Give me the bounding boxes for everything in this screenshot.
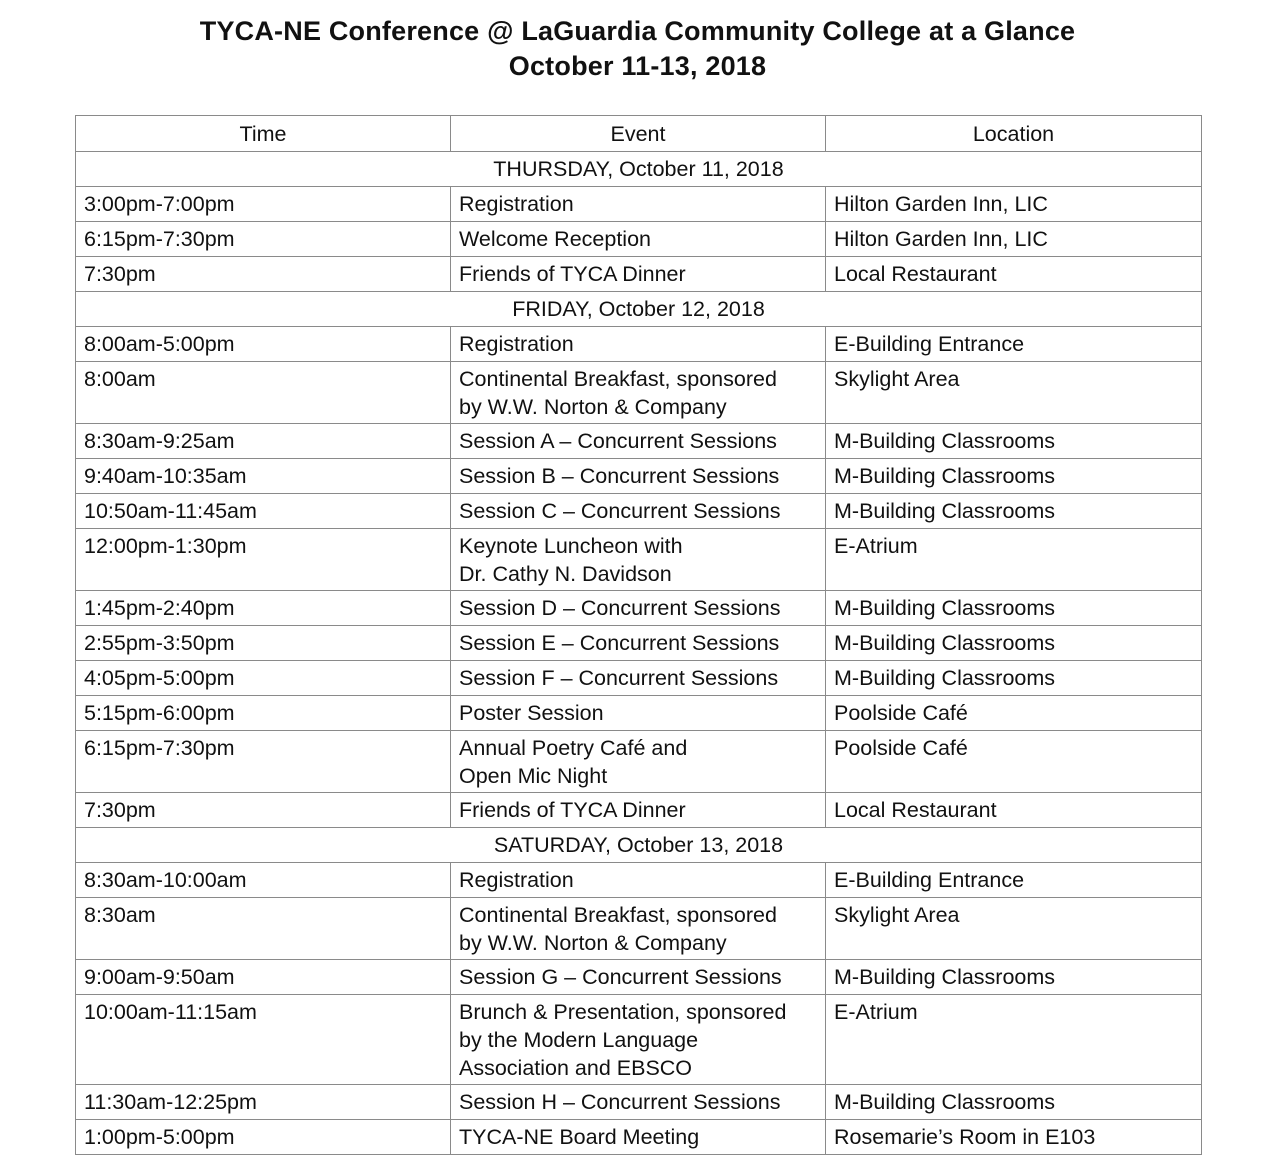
- time-cell: 2:55pm-3:50pm: [76, 626, 451, 661]
- schedule-row: [76, 661, 1202, 696]
- event-cell: [451, 626, 826, 661]
- event-line: Registration: [459, 868, 574, 892]
- event-line: by W.W. Norton & Company: [459, 395, 727, 419]
- event-line: Registration: [459, 332, 574, 356]
- event-line: Poster Session: [459, 701, 604, 725]
- schedule-row: [76, 1085, 1202, 1120]
- location-cell: Local Restaurant: [826, 793, 1202, 828]
- event-line: Session E – Concurrent Sessions: [459, 631, 780, 655]
- time-cell: 8:00am: [76, 362, 451, 424]
- schedule-row: [76, 424, 1202, 459]
- event-cell: [451, 591, 826, 626]
- time-cell: 10:00am-11:15am: [76, 995, 451, 1085]
- event-cell: [451, 661, 826, 696]
- header-event: Event: [451, 116, 826, 152]
- event-cell: [451, 494, 826, 529]
- event-cell: [451, 731, 826, 793]
- day-header-row: [76, 828, 1202, 863]
- event-line: Open Mic Night: [459, 764, 608, 788]
- time-cell: 8:30am: [76, 898, 451, 960]
- schedule-row: [76, 459, 1202, 494]
- schedule-row: [76, 863, 1202, 898]
- location-cell: E-Atrium: [826, 529, 1202, 591]
- time-cell: 8:30am-10:00am: [76, 863, 451, 898]
- location-cell: Rosemarie’s Room in E103: [826, 1120, 1202, 1155]
- location-cell: E-Building Entrance: [826, 327, 1202, 362]
- schedule-body: [76, 152, 1202, 1155]
- schedule-row: [76, 995, 1202, 1085]
- schedule-row: [76, 696, 1202, 731]
- time-cell: 6:15pm-7:30pm: [76, 731, 451, 793]
- schedule-row: [76, 960, 1202, 995]
- schedule-row: [76, 1120, 1202, 1155]
- event-cell: [451, 424, 826, 459]
- event-line: Continental Breakfast, sponsored: [459, 903, 777, 927]
- location-cell: E-Atrium: [826, 995, 1202, 1085]
- location-cell: M-Building Classrooms: [826, 960, 1202, 995]
- location-cell: Skylight Area: [826, 898, 1202, 960]
- schedule-row: [76, 494, 1202, 529]
- time-cell: 1:45pm-2:40pm: [76, 591, 451, 626]
- event-cell: [451, 898, 826, 960]
- event-line: Annual Poetry Café and: [459, 736, 688, 760]
- event-line: Session H – Concurrent Sessions: [459, 1090, 781, 1114]
- location-cell: M-Building Classrooms: [826, 424, 1202, 459]
- schedule-row: [76, 222, 1202, 257]
- time-cell: 3:00pm-7:00pm: [76, 187, 451, 222]
- time-cell: 8:30am-9:25am: [76, 424, 451, 459]
- event-cell: [451, 529, 826, 591]
- schedule-row: [76, 327, 1202, 362]
- time-cell: 12:00pm-1:30pm: [76, 529, 451, 591]
- event-line: Welcome Reception: [459, 227, 651, 251]
- event-line: Session D – Concurrent Sessions: [459, 596, 781, 620]
- event-cell: [451, 362, 826, 424]
- time-cell: 9:00am-9:50am: [76, 960, 451, 995]
- time-cell: 11:30am-12:25pm: [76, 1085, 451, 1120]
- document-title: [0, 14, 1275, 84]
- event-cell: [451, 459, 826, 494]
- time-cell: 7:30pm: [76, 257, 451, 292]
- event-line: Session F – Concurrent Sessions: [459, 666, 779, 690]
- day-label: FRIDAY, October 12, 2018: [76, 292, 1202, 327]
- time-cell: 4:05pm-5:00pm: [76, 661, 451, 696]
- schedule-row: [76, 731, 1202, 793]
- event-line: Continental Breakfast, sponsored: [459, 367, 777, 391]
- time-cell: 7:30pm: [76, 793, 451, 828]
- location-cell: Poolside Café: [826, 731, 1202, 793]
- title-line-2: October 11-13, 2018: [508, 51, 767, 81]
- event-cell: [451, 1085, 826, 1120]
- event-cell: [451, 696, 826, 731]
- event-line: TYCA-NE Board Meeting: [459, 1125, 700, 1149]
- event-line: Dr. Cathy N. Davidson: [459, 562, 672, 586]
- schedule-row: [76, 793, 1202, 828]
- schedule-row: [76, 529, 1202, 591]
- location-cell: E-Building Entrance: [826, 863, 1202, 898]
- event-line: Session G – Concurrent Sessions: [459, 965, 782, 989]
- event-line: Friends of TYCA Dinner: [459, 262, 686, 286]
- day-header-row: [76, 152, 1202, 187]
- event-line: Keynote Luncheon with: [459, 534, 683, 558]
- time-cell: 10:50am-11:45am: [76, 494, 451, 529]
- title-line-1: TYCA-NE Conference @ LaGuardia Community College at a Glance: [199, 16, 1076, 46]
- event-cell: [451, 222, 826, 257]
- schedule-row: [76, 626, 1202, 661]
- event-cell: [451, 1120, 826, 1155]
- event-line: Session C – Concurrent Sessions: [459, 499, 781, 523]
- schedule-row: [76, 898, 1202, 960]
- day-header-row: [76, 292, 1202, 327]
- event-line: by the Modern Language: [459, 1028, 699, 1052]
- location-cell: Hilton Garden Inn, LIC: [826, 187, 1202, 222]
- event-cell: [451, 863, 826, 898]
- event-cell: [451, 187, 826, 222]
- event-line: Session A – Concurrent Sessions: [459, 429, 777, 453]
- event-line: Association and EBSCO: [459, 1056, 693, 1080]
- event-cell: [451, 995, 826, 1085]
- schedule-row: [76, 257, 1202, 292]
- schedule-table: [75, 115, 1202, 1155]
- location-cell: Local Restaurant: [826, 257, 1202, 292]
- location-cell: M-Building Classrooms: [826, 591, 1202, 626]
- location-cell: M-Building Classrooms: [826, 459, 1202, 494]
- event-line: Registration: [459, 192, 574, 216]
- header-location: Location: [826, 116, 1202, 152]
- event-cell: [451, 327, 826, 362]
- time-cell: 8:00am-5:00pm: [76, 327, 451, 362]
- schedule-row: [76, 362, 1202, 424]
- event-cell: [451, 793, 826, 828]
- schedule-row: [76, 591, 1202, 626]
- time-cell: 9:40am-10:35am: [76, 459, 451, 494]
- time-cell: 6:15pm-7:30pm: [76, 222, 451, 257]
- location-cell: Hilton Garden Inn, LIC: [826, 222, 1202, 257]
- location-cell: Poolside Café: [826, 696, 1202, 731]
- header-time: Time: [76, 116, 451, 152]
- event-cell: [451, 960, 826, 995]
- time-cell: 5:15pm-6:00pm: [76, 696, 451, 731]
- event-line: Brunch & Presentation, sponsored: [459, 1000, 787, 1024]
- header-row: [76, 116, 1202, 152]
- schedule-row: [76, 187, 1202, 222]
- location-cell: M-Building Classrooms: [826, 661, 1202, 696]
- event-line: by W.W. Norton & Company: [459, 931, 727, 955]
- event-line: Friends of TYCA Dinner: [459, 798, 686, 822]
- location-cell: M-Building Classrooms: [826, 1085, 1202, 1120]
- location-cell: M-Building Classrooms: [826, 626, 1202, 661]
- event-cell: [451, 257, 826, 292]
- location-cell: M-Building Classrooms: [826, 494, 1202, 529]
- day-label: SATURDAY, October 13, 2018: [76, 828, 1202, 863]
- day-label: THURSDAY, October 11, 2018: [76, 152, 1202, 187]
- time-cell: 1:00pm-5:00pm: [76, 1120, 451, 1155]
- event-line: Session B – Concurrent Sessions: [459, 464, 780, 488]
- location-cell: Skylight Area: [826, 362, 1202, 424]
